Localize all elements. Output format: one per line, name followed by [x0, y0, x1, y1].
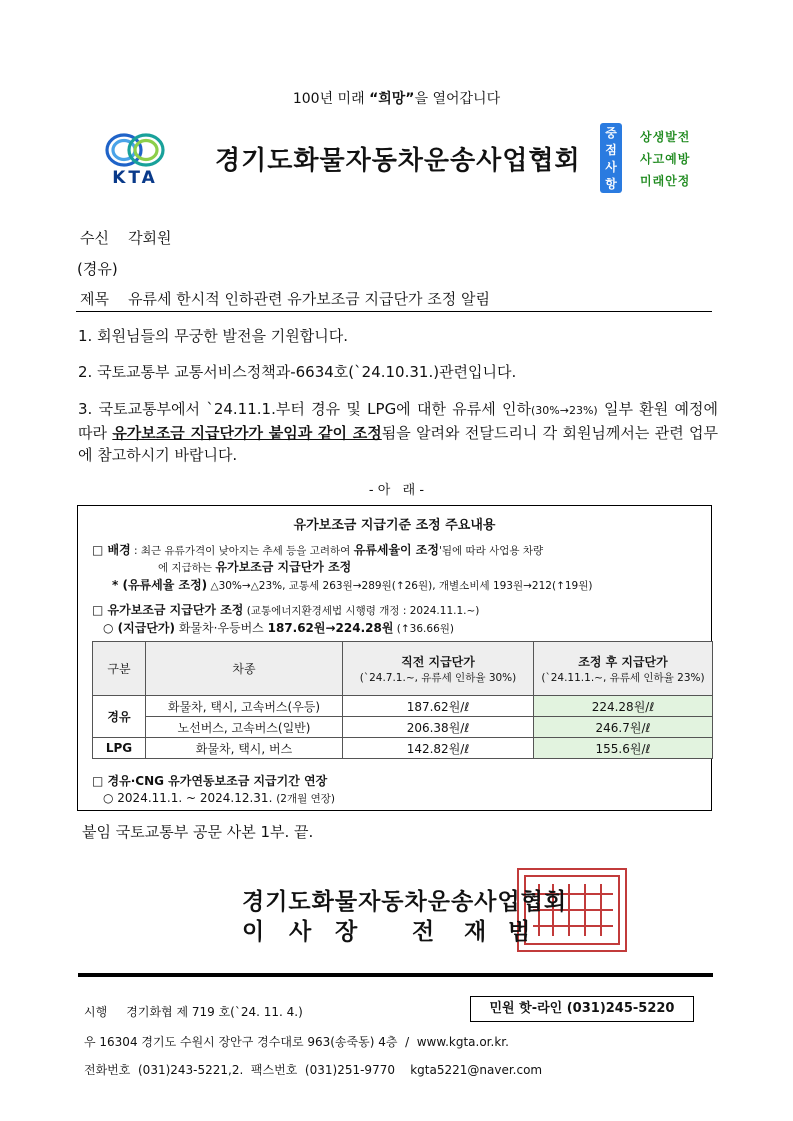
paragraph-1: 1. 회원님들의 무궁한 발전을 기원합니다.	[78, 327, 348, 345]
motto-3: 미래안정	[640, 174, 691, 188]
background-line: □ 배경 : 최근 유류가격이 낮아지는 추세 등을 고려하여 유류세율이 조정'됨에 따라 사업용 차량	[92, 543, 544, 557]
footer-divider	[78, 973, 713, 977]
via: (경유)	[77, 260, 118, 278]
paragraph-2: 2. 국토교통부 교통서비스정책과-6634호(`24.10.31.)관련입니다.	[78, 363, 517, 381]
adjust-heading: □ 유가보조금 지급단가 조정 (교통에너지환경세법 시행령 개정 : 2024.11.1.~)	[92, 603, 480, 617]
badge-key-items: 중 점 사 항	[600, 123, 622, 193]
rate-line: * (유류세율 조정) △30%→△23%, 교통세 263원→289원(↑26원), 개별소비세 193원→212(↑19원)	[112, 578, 593, 592]
table-row: 노선버스, 고속버스(일반) 206.38원/ℓ 246.7원/ℓ	[93, 717, 713, 738]
subject: 제목 유류세 한시적 인하관련 유가보조금 지급단가 조정 알림	[80, 290, 490, 308]
slogan: 100년 미래 “희망”을 열어갑니다	[292, 91, 501, 107]
address-line: 우 16304 경기도 수원시 장안구 경수대로 963(송죽동) 4층 / www.kgta.or.kr.	[84, 1035, 509, 1049]
table-row: LPG 화물차, 택시, 버스 142.82원/ℓ 155.6원/ℓ	[93, 738, 713, 759]
unit-price-line: ○ (지급단가) 화물차·우등버스 187.62원→224.28원 (↑36.66원)	[103, 621, 454, 635]
contact-line: 전화번호 (031)243-5221,2. 팩스번호 (031)251-9770 kgta5221@naver.com	[84, 1063, 543, 1077]
motto-1: 상생발전	[640, 130, 691, 144]
divider	[76, 311, 712, 312]
box-title: 유가보조금 지급기준 조정 주요내용	[293, 518, 496, 533]
recipient: 수신 각회원	[80, 229, 172, 247]
motto-2: 사고예방	[640, 152, 691, 166]
table-row: 경유 화물차, 택시, 고속버스(우등) 187.62원/ℓ 224.28원/ℓ	[93, 696, 713, 717]
hotline-box: 민원 핫-라인 (031)245-5220	[470, 996, 694, 1022]
paragraph-3: 3. 국토교통부에서 `24.11.1.부터 경유 및 LPG에 대한 유류세 인하(30%→23%) 일부 환원 예정에 따라 유가보조금 지급단가가 붙임과 같이 조정됨을 알려와 전달드리니 각 회원님께서는 관련 업무에 참고하시기 바랍니다.	[78, 400, 718, 464]
doc-number: 시행 경기화협 제 719 호(`24. 11. 4.)	[84, 1005, 303, 1019]
unit-price-table	[92, 641, 713, 759]
extension-period: ○ 2024.11.1. ~ 2024.12.31. (2개월 연장)	[103, 791, 335, 805]
attachment-line: 붙임 국토교통부 공문 사본 1부. 끝.	[82, 823, 314, 841]
header-type: 구분	[93, 642, 146, 696]
logo-text: KTA	[112, 168, 158, 188]
header-after: 조정 후 지급단가 (`24.11.1.~, 유류세 인하율 23%)	[534, 642, 713, 696]
extension-heading: □ 경유·CNG 유가연동보조금 지급기간 연장	[92, 774, 328, 788]
background-line-2: 에 지급하는 유가보조금 지급단가 조정	[158, 560, 352, 574]
signature-org: 경기도화물자동차운송사업협회	[242, 889, 568, 915]
header-before: 직전 지급단가 (`24.7.1.~, 유류세 인하율 30%)	[343, 642, 534, 696]
org-title: 경기도화물자동차운송사업협회	[215, 146, 581, 176]
note-heading: - 아 래 -	[368, 483, 425, 498]
header-vehicle: 차종	[146, 642, 343, 696]
